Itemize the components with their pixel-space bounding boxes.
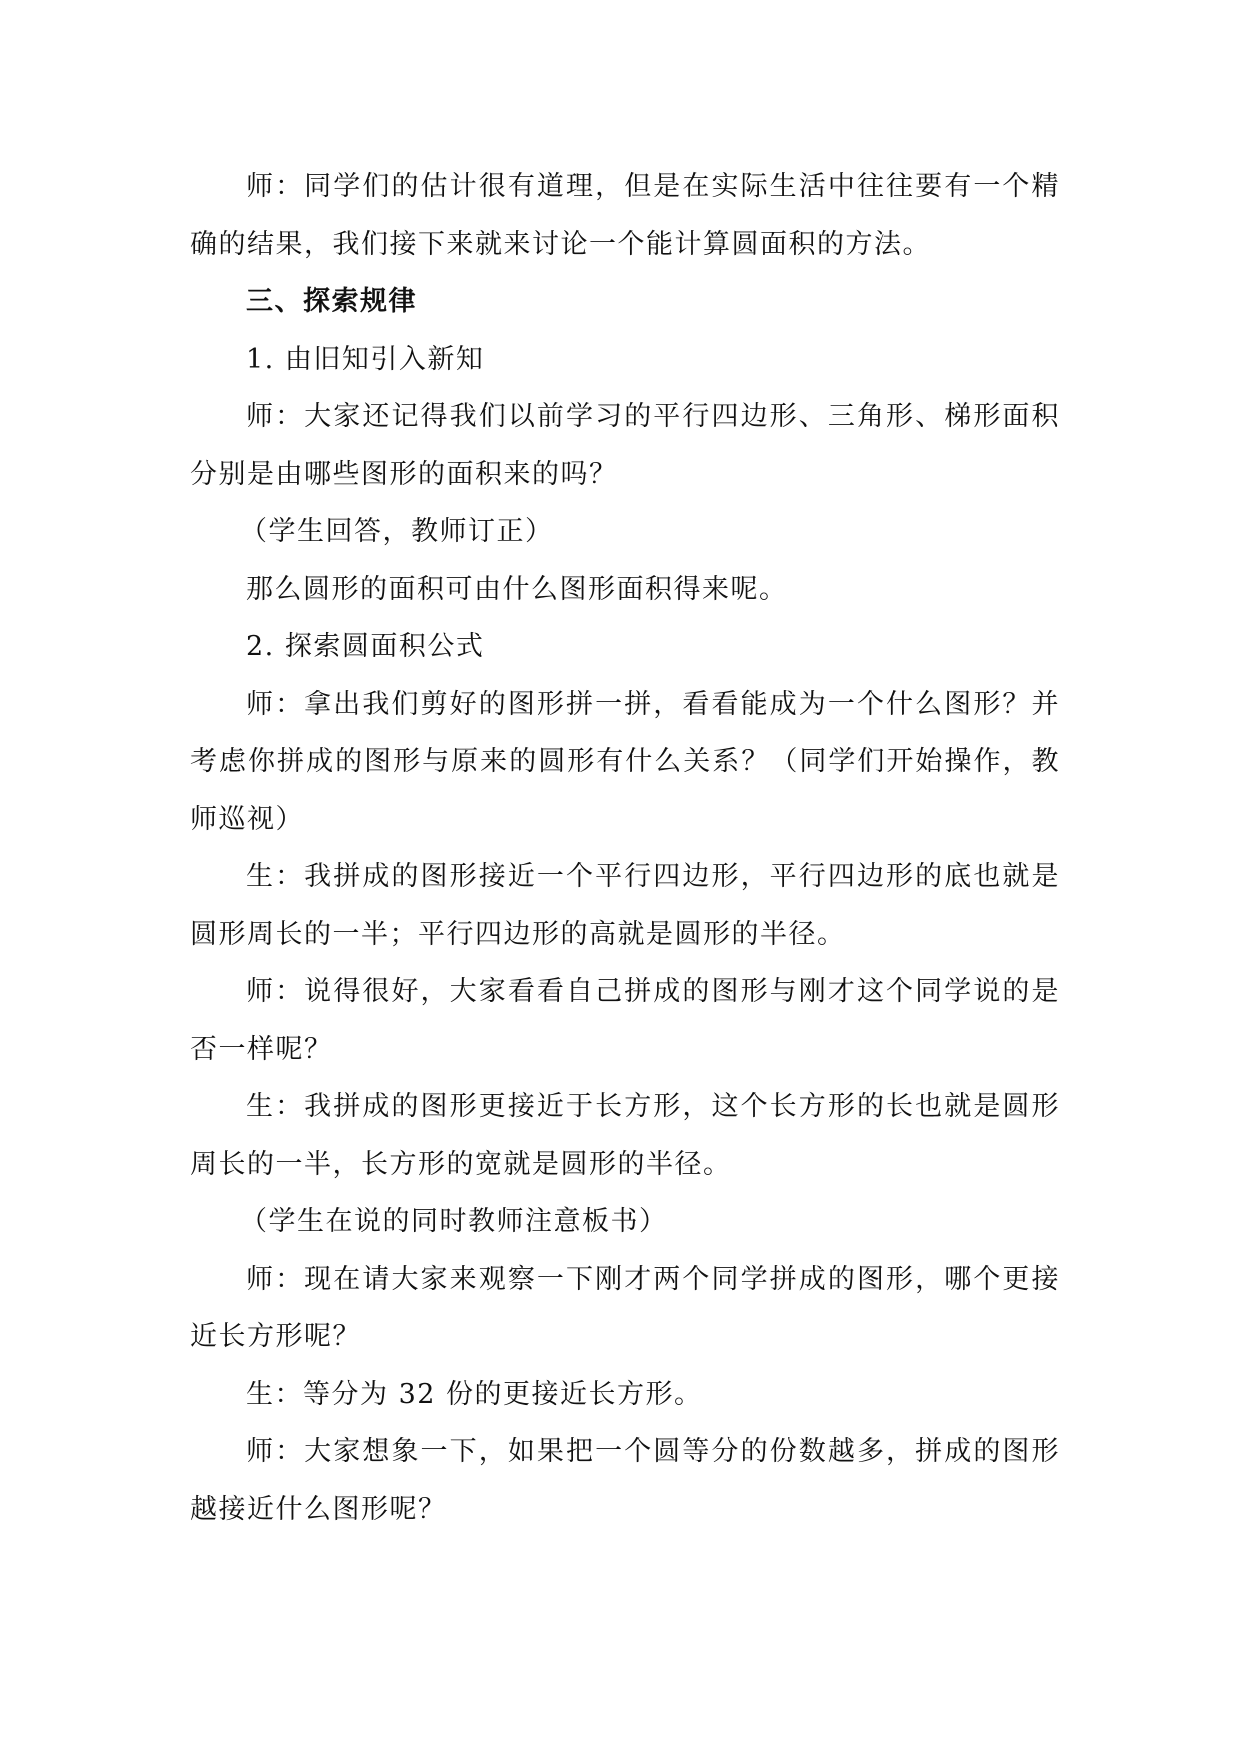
paragraph-teacher-activity: 师：拿出我们剪好的图形拼一拼，看看能成为一个什么图形？并考虑你拼成的图形与原来的圆形有什么关系？（同学们开始操作，教师巡视） bbox=[190, 688, 1060, 835]
paragraph-teacher-imagine: 师：大家想象一下，如果把一个圆等分的份数越多，拼成的图形越接近什么图形呢？ bbox=[190, 1436, 1060, 1525]
subheading-1: 1. 由旧知引入新知 bbox=[246, 343, 485, 375]
section-heading: 三、探索规律 bbox=[246, 286, 417, 317]
paragraph-teacher-observe: 师：现在请大家来观察一下刚才两个同学拼成的图形，哪个更接近长方形呢？ bbox=[190, 1263, 1060, 1352]
paragraph-student-parallelogram: 生：我拼成的图形接近一个平行四边形，平行四边形的底也就是圆形周长的一半；平行四边形的高就是圆形的半径。 bbox=[190, 861, 1060, 950]
document-page bbox=[190, 158, 1060, 1538]
paragraph-stage-note: （学生回答，教师订正） bbox=[240, 516, 554, 547]
paragraph-teacher-compare: 师：说得很好，大家看看自己拼成的图形与刚才这个同学说的是否一样呢？ bbox=[190, 976, 1060, 1065]
paragraph-teacher-intro: 师：同学们的估计很有道理，但是在实际生活中往往要有一个精确的结果，我们接下来就来讨论一个能计算圆面积的方法。 bbox=[190, 171, 1060, 260]
paragraph-board-note: （学生在说的同时教师注意板书） bbox=[240, 1206, 668, 1237]
paragraph-student-32: 生：等分为 32 份的更接近长方形。 bbox=[246, 1378, 703, 1410]
paragraph-teacher-question: 师：大家还记得我们以前学习的平行四边形、三角形、梯形面积分别是由哪些图形的面积来的吗？ bbox=[190, 401, 1060, 490]
subheading-2: 2. 探索圆面积公式 bbox=[246, 631, 485, 662]
paragraph-student-rectangle: 生：我拼成的图形更接近于长方形，这个长方形的长也就是圆形周长的一半，长方形的宽就是圆形的半径。 bbox=[190, 1091, 1060, 1180]
paragraph-transition: 那么圆形的面积可由什么图形面积得来呢。 bbox=[246, 573, 788, 605]
